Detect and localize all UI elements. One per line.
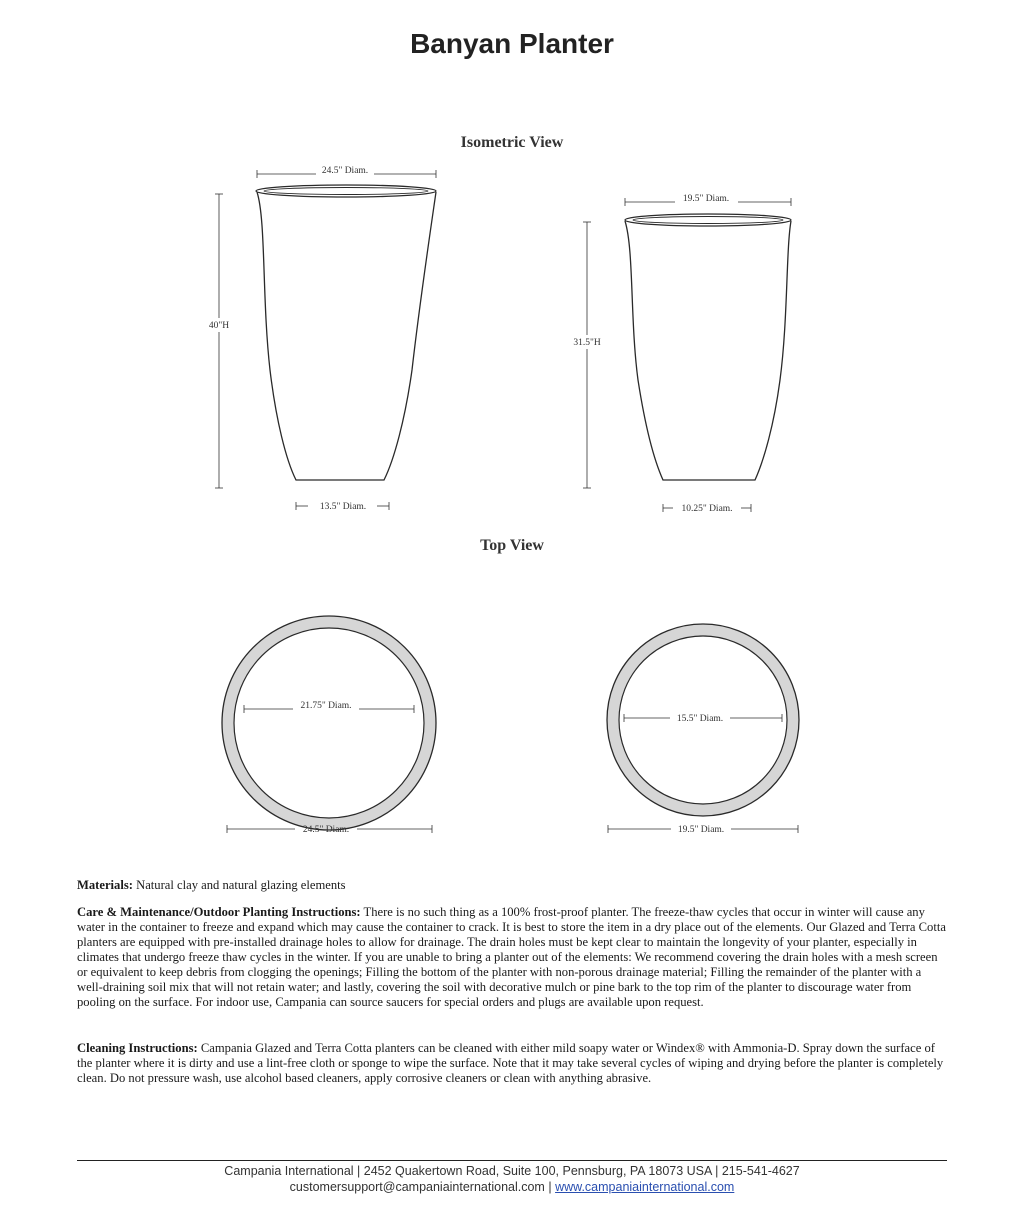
small-height-label: 31.5"H — [573, 338, 601, 348]
large-planter-rim — [256, 185, 436, 197]
large-inner-diam-label: 21.75" Diam. — [300, 701, 352, 711]
large-top-view-inner — [234, 628, 424, 818]
care-paragraph — [77, 905, 949, 1010]
large-planter-outline — [257, 192, 436, 480]
cleaning-label: Cleaning Instructions: — [77, 1041, 198, 1055]
footer-email: customersupport@campaniainternational.com — [289, 1180, 545, 1194]
large-height-label: 40"H — [208, 321, 230, 331]
isometric-view-heading: Isometric View — [460, 134, 564, 151]
top-view-heading: Top View — [480, 537, 544, 554]
large-top-diam-label: 24.5" Diam. — [321, 166, 369, 176]
footer-website-link[interactable]: www.campaniainternational.com — [555, 1180, 735, 1194]
small-planter-rim — [625, 214, 791, 226]
materials-label: Materials: — [77, 878, 133, 892]
footer-contact — [0, 1180, 1024, 1194]
large-outer-diam-label: 24.5" Diam. — [302, 825, 350, 835]
small-planter-rim-inner — [633, 217, 783, 224]
cleaning-paragraph — [77, 1041, 949, 1086]
small-bottom-diam-label: 10.25" Diam. — [681, 504, 733, 514]
small-inner-diam-label: 15.5" Diam. — [676, 714, 724, 724]
small-planter-outline — [625, 221, 791, 480]
materials-text: Natural clay and natural glazing elements — [136, 878, 346, 892]
footer-address: Campania International | 2452 Quakertown Road, Suite 100, Pennsburg, PA 18073 USA | 215-541-4627 — [224, 1164, 800, 1178]
cleaning-text: Campania Glazed and Terra Cotta planters can be cleaned with either mild soapy water or Windex® with Ammonia-D. Spray down the surface of the planter where it is dirty and use a lint-free cloth or sponge to wipe the surface. Note that it may take several cycles of wiping and drying before the planter is completely clean. Do not pressure wash, use alcohol based cleaners, apply corrosive cleaners or clean with anything abrasive. — [77, 1041, 944, 1085]
page-title: Banyan Planter — [410, 28, 614, 59]
materials-paragraph — [77, 878, 949, 893]
footer-divider — [77, 1160, 947, 1161]
large-bottom-diam-label: 13.5" Diam. — [319, 502, 367, 512]
large-planter-rim-inner — [264, 188, 428, 195]
care-text: There is no such thing as a 100% frost-proof planter. The freeze-thaw cycles that occur in winter will cause any water in the container to freeze and expand which may cause the container to crack. It is best to store the item in a dry place out of the elements. Our Glazed and Terra Cotta planters are equipped with pre-installed drainage holes to allow for drainage. The drain holes must be kept clear to maintain the longevity of your planter, especially in climates that undergo freeze thaw cycles in the winter. If you are unable to bring a planter out of the elements: We recommend covering the drain holes with a mesh screen or equivalent to keep debris from clogging the openings; Filling the bottom of the planter with non-porous drainage material; Filling the remainder of the planter with a well-draining soil mix that will not retain water; and lastly, covering the soil with decorative mulch or pine bark to the top rim of the planter to discourage water from pooling on the surface. For indoor use, Campania can source saucers for special orders and plugs are available upon request. — [77, 905, 946, 1009]
small-outer-diam-label: 19.5" Diam. — [677, 825, 725, 835]
care-label: Care & Maintenance/Outdoor Planting Instructions: — [77, 905, 361, 919]
small-top-diam-label: 19.5" Diam. — [682, 194, 730, 204]
footer-separator: | — [544, 1180, 556, 1194]
